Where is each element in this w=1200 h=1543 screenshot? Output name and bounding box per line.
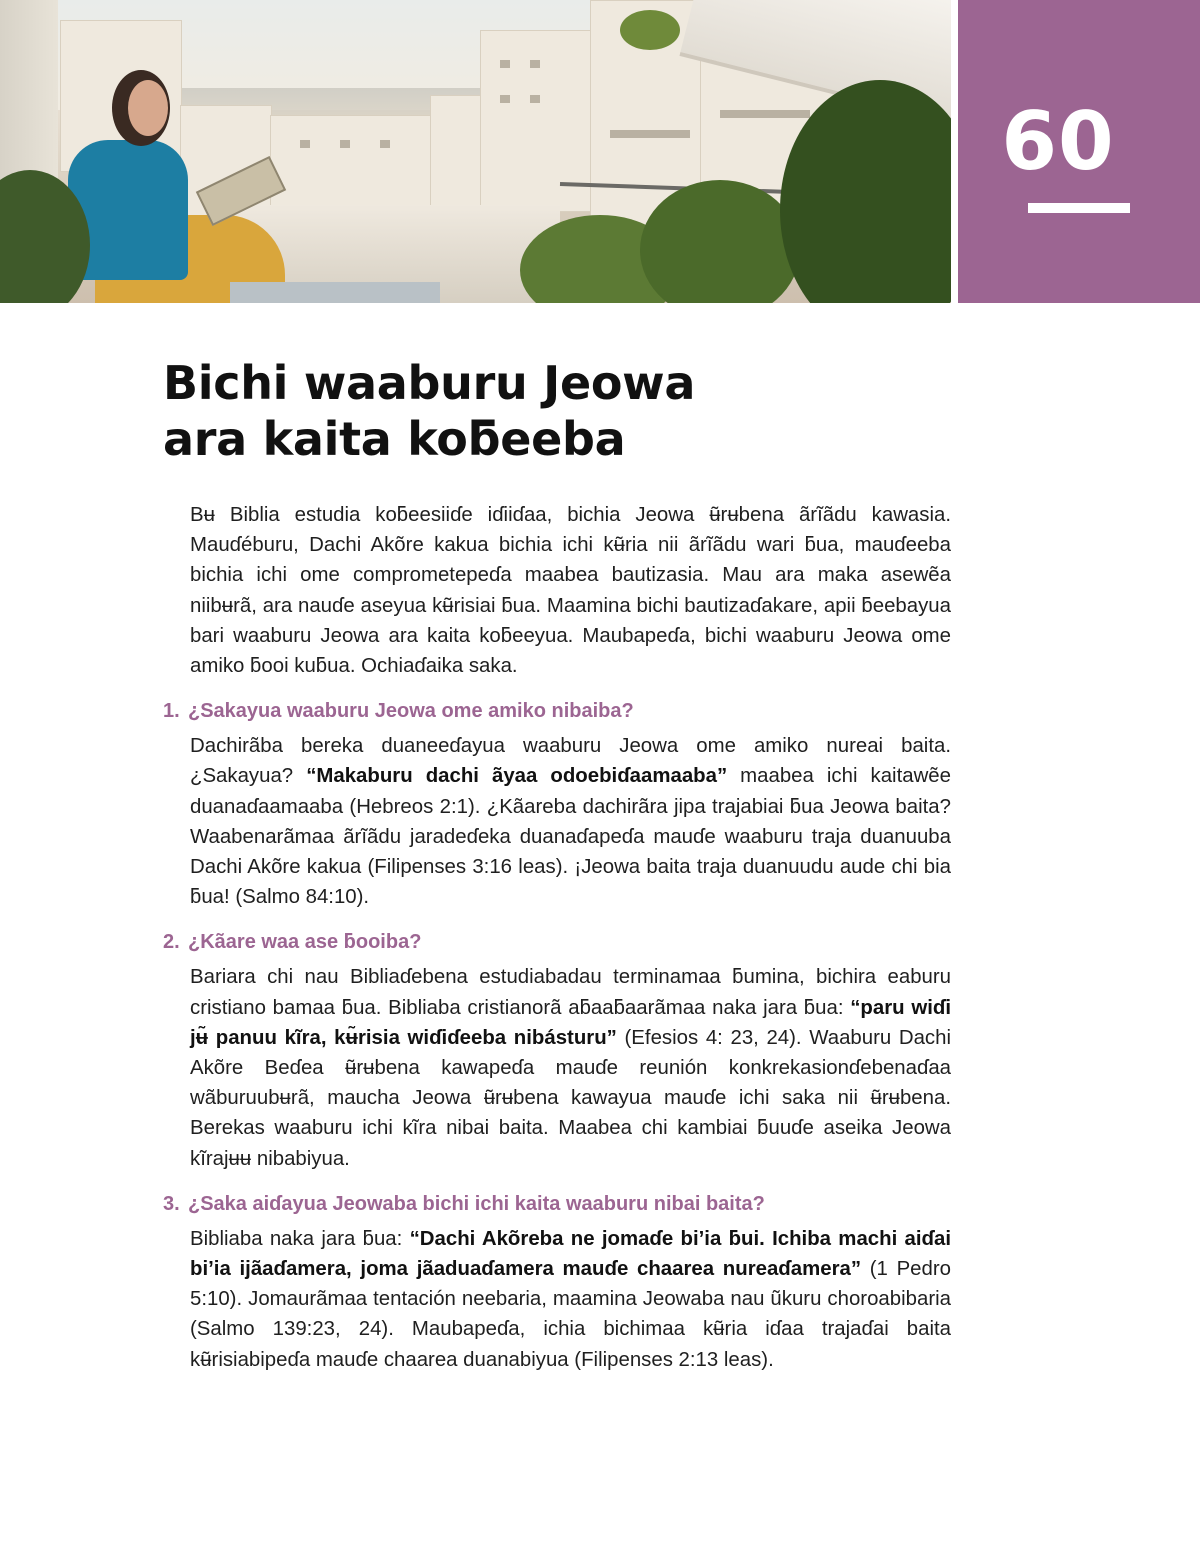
scripture-quote: “Makaburu dachi ãyaa odoebiɗaamaaba” bbox=[306, 765, 728, 788]
scripture-quote: “paru wiɗi jʉ̃ panuu kĩra, kʉ̃risia wiɗiɗeeba nibásturu” bbox=[190, 996, 951, 1049]
article-body bbox=[163, 500, 951, 1375]
question-text: ¿Kãare waa ase ƃooiba? bbox=[188, 931, 422, 954]
paragraph-text: Bariara chi nau Bibliaɗebena estudiabadau terminamaa ƃumina, bichira eaburu cristiano bamaa ƃua. Bibliaba cristianorã aƃaaƃaarãmaa naka jara ƃua: bbox=[190, 966, 951, 1019]
section-question-1 bbox=[163, 697, 951, 725]
window bbox=[500, 95, 510, 103]
window bbox=[610, 130, 690, 138]
question-number: 1. bbox=[163, 700, 180, 723]
paragraph-text: (1 Pedro 5:10). Jomaurãmaa tentación neebaria, maamina Jeowaba nau ũkuru choroabibaria (Salmo 139:23, 24). Maubapeɗa, ichia bichimaa kʉ̃ria iɗaa trajaɗai baita kʉ̃risiabipeɗa mauɗe chaarea duanabiyua (Filipenses 2:13 leas). bbox=[190, 1258, 951, 1371]
paragraph-text: Dachirãba bereka duaneeɗayua waaburu Jeowa ome amiko nureai baita. ¿Sakayua? bbox=[190, 735, 951, 788]
paragraph-text: Bibliaba naka jara ƃua: bbox=[190, 1227, 410, 1250]
window bbox=[530, 60, 540, 68]
scripture-quote: “Dachi Akõreba ne jomaɗe bi’ia ƃui. Ichiba machi aiɗai bi’ia ijãaɗamera, joma jãaduaɗamera mauɗe chaarea nureaɗamera” bbox=[190, 1227, 951, 1281]
question-number: 3. bbox=[163, 1192, 180, 1215]
window bbox=[500, 60, 510, 68]
header-photo bbox=[0, 0, 951, 303]
question-text: ¿Saka aiɗayua Jeowaba bichi ichi kaita waaburu nibai baita? bbox=[188, 1192, 765, 1215]
question-text: ¿Sakayua waaburu Jeowa ome amiko nibaiba? bbox=[188, 700, 634, 723]
page-title bbox=[163, 355, 883, 467]
chapter-number: 60 bbox=[1001, 95, 1115, 188]
window bbox=[720, 110, 810, 118]
window bbox=[340, 140, 350, 148]
table bbox=[230, 282, 440, 303]
chapter-underline bbox=[1028, 203, 1130, 213]
question-number: 2. bbox=[163, 931, 180, 954]
section-question-3 bbox=[163, 1190, 951, 1218]
title-line-1: Bichi waaburu Jeowa bbox=[163, 356, 696, 410]
title-line-2: ara kaita koƃeeba bbox=[163, 412, 626, 466]
woman-face bbox=[128, 80, 168, 136]
section-paragraph-1 bbox=[190, 731, 951, 912]
plant bbox=[620, 10, 680, 50]
window bbox=[380, 140, 390, 148]
paragraph-text: maabea ichi kaitawẽe duanaɗaamaaba (Hebreos 2:1). ¿Kãareba dachirãra jipa trajabiai ƃua Jeowa baita? Waabenarãmaa ãrĩãdu jaradeɗeka duanaɗapeɗa mauɗe waaburu traja duanuuba Dachi Akõre kakua (Filipenses 3:16 leas). ¡Jeowa baita traja duanuudu aude chi bia ƃua! (Salmo 84:10). bbox=[190, 765, 951, 909]
paragraph-text: (Efesios 4: 23, 24). Waaburu Dachi Akõre Beɗea ʉ̃rʉbena kawapeɗa mauɗe reunión konkrekasionɗebenaɗaa wãburuubʉrã, maucha Jeowa ʉ̃rʉbena kawayua mauɗe ichi saka nii ʉ̃rʉbena. Berekas waaburu ichi kĩra nibai baita. Maabea chi kambiai ƃuuɗe aseika Jeowa kĩrajʉʉ nibabiyua. bbox=[190, 1026, 952, 1170]
chapter-tab bbox=[958, 0, 1200, 303]
intro-paragraph: Bʉ Biblia estudia koƃeesiiɗe iɗiiɗaa, bichia Jeowa ʉ̃rʉbena ãrĩãdu kawasia. Mauɗéburu, Dachi Akõre kakua bichia ichi kʉ̃ria nii ãrĩãdu wari ƃua, mauɗeeba bichia ichi ome comprometepeɗa maabea bautizasia. Mau ara maka asewẽa niibʉrã, ara nauɗe aseyua kʉ̃risiai ƃua. Maamina bichi bautizaɗakare, apii ƃeebayua bari waaburu Jeowa ara kaita koƃeeyua. Maubapeɗa, bichi waaburu Jeowa ome amiko ƃooi kuƃua. Ochiaɗaika saka. bbox=[190, 504, 951, 678]
section-paragraph-2 bbox=[190, 962, 951, 1173]
section-question-2 bbox=[163, 928, 951, 956]
window bbox=[300, 140, 310, 148]
section-paragraph-3 bbox=[190, 1224, 951, 1375]
building bbox=[270, 115, 432, 212]
window bbox=[530, 95, 540, 103]
